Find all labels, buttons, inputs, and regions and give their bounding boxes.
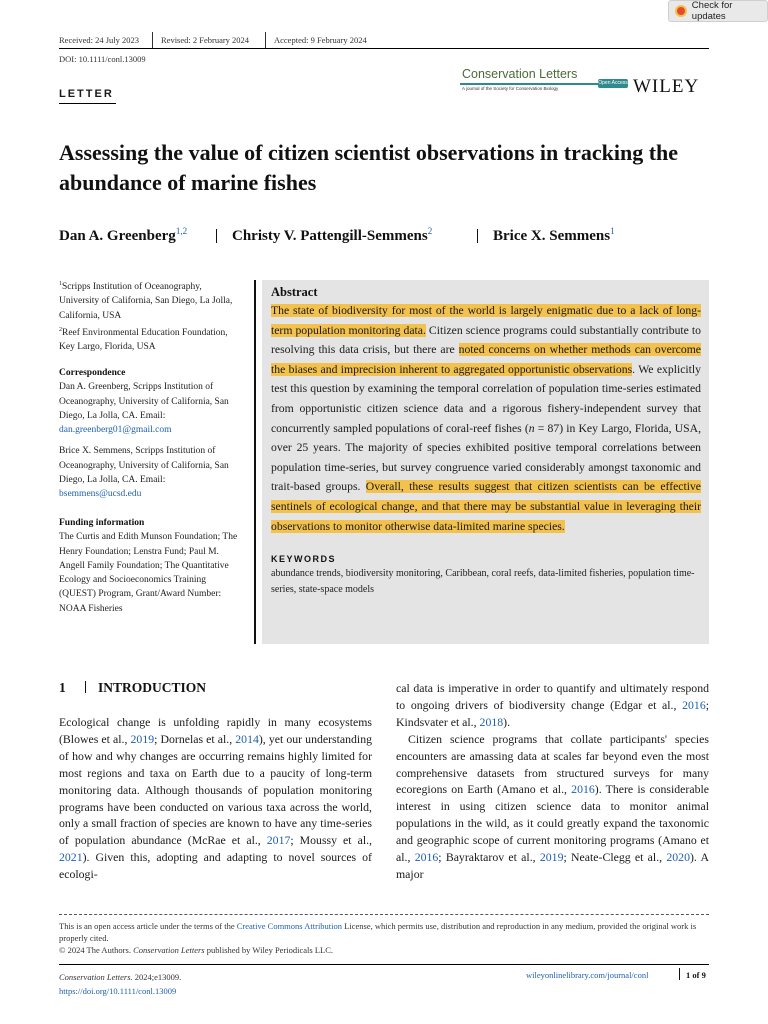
author-divider — [477, 229, 478, 243]
received-date: Received: 24 July 2023 — [59, 35, 140, 45]
citation-link[interactable]: 2020 — [666, 850, 690, 865]
abstract-text: The state of biodiversity for most of the world is largely enigmatic due to a lack of long-term population monitoring data. Citizen science programs could substantially contribute to resolving this data crisis, but there are noted concerns on whether methods can overcome the biases and imprecision inherent to aggregated opportunistic observations. We explicitly test this question by examining the temporal correlation of population time-series estimated from opportunistic citizen science data and a rigorous fishery-independent survey that concurrently sampled populations of coral-reef fishes (n = 87) in Key Largo, Florida, USA, over 25 years. The majority of species exhibited positive temporal correlations between population time-series, but survey congruence varied considerably amongst taxonomic and trait-based groups. Overall, these results suggest that citizen scientists can be effective sentinels of ecological change, and that there may be substantial value in leveraging their observations to monitor otherwise data-limited marine species. — [271, 304, 701, 533]
section-heading: 1 INTRODUCTION — [59, 680, 207, 695]
author-2[interactable]: Christy V. Pattengill-Semmens$^2$ — [232, 226, 433, 244]
journal-logo[interactable] — [460, 67, 628, 95]
accepted-date: Accepted: 9 February 2024 — [274, 35, 367, 45]
highlight[interactable]: Overall, these results suggest that citizen scientists can be effective sentinels of ecological change, and that there may be substantial value in leveraging their observations to monitor otherwise data-limited marine species. — [271, 480, 701, 533]
citation-link[interactable]: 2018 — [479, 714, 504, 729]
body-paragraph: Citizen science programs that collate participants' species encounters are amassing data at scales far beyond even the most comprehensive datasets from structured surveys for many ecoregions on Earth (Amano et al., 2016). There is considerable interest in using citizen science data to monitor animal populations in the wild, as it could greatly expand the taxonomic and geographic scope of current monitoring programs (Amano et al., 2016; Bayraktarov et al., 2019; Neate-Clegg et al., 2020). A major — [396, 731, 709, 881]
journal-subtitle: A journal of the Society for Conservation Biology — [462, 86, 559, 91]
crossmark-icon — [675, 5, 687, 17]
abstract-heading: Abstract — [271, 285, 318, 299]
highlight[interactable]: noted concerns on whether methods can overcome the biases and imprecision inherent to aggregated opportunistic observations — [271, 343, 701, 376]
keywords: abundance trends, biodiversity monitoring, Caribbean, coral reefs, data-limited fisheries, population time-series, state-space models — [271, 568, 695, 596]
funding-heading: Funding information — [59, 518, 145, 528]
email-link[interactable]: bsemmens@ucsd.edu — [59, 489, 142, 500]
check-for-updates-label: Check for updates — [691, 0, 733, 22]
article-type: LETTER — [59, 88, 114, 100]
author-divider — [216, 229, 217, 243]
footer-citation: Conservation Letters. 2024;e13009. https://doi.org/10.1111/conl.13009 — [59, 972, 182, 996]
abstract-side-bar — [254, 280, 256, 644]
doi-link[interactable]: https://doi.org/10.1111/conl.13009 — [59, 986, 177, 996]
citation-link[interactable]: 2017 — [266, 833, 291, 848]
journal-site-link[interactable]: wileyonlinelibrary.com/journal/conl — [526, 970, 649, 980]
check-for-updates-button[interactable] — [668, 0, 768, 22]
email-link[interactable]: dan.greenberg01@gmail.com — [59, 425, 172, 436]
citation-link[interactable]: 2016 — [414, 850, 439, 865]
journal-name: Conservation Letters — [462, 67, 578, 81]
funding-info — [59, 516, 244, 616]
author-3[interactable]: Brice X. Semmens$^1$ — [493, 226, 615, 244]
body-paragraph: Ecological change is unfolding rapidly in many ecosystems (Blowes et al., 2019; Dornelas et al., 2014), yet our understanding of how and why changes are occurring remains highly limited for most regions and taxa on Earth due to a paucity of long-term monitoring data. Although thousands of population monitoring programs have been conducted on various taxa across the world, only a small fraction of species are known to have any time-series of population abundance (McRae et al., 2017; Moussy et al., 2021). Given this, adopting and adapting to novel sources of ecologi- — [59, 715, 372, 882]
abstract-box — [262, 280, 709, 644]
revised-date: Revised: 2 February 2024 — [161, 35, 250, 45]
citation-link[interactable]: 2016 — [571, 782, 595, 797]
highlight[interactable]: The state of biodiversity for most of the world is largely enigmatic due to a lack of long-term population monitoring data. — [271, 304, 701, 337]
doi: DOI: 10.1111/conl.13009 — [59, 54, 146, 64]
open-access-badge: Open Access — [598, 80, 628, 86]
affiliation-2: $^2$Reef Environmental Education Foundation, Key Largo, Florida, USA — [59, 326, 228, 353]
footer-rule — [59, 964, 709, 965]
body-column-left — [59, 714, 372, 883]
publisher-logo[interactable]: WILEY — [633, 76, 700, 97]
body-paragraph: cal data is imperative in order to quantify and ultimately respond to ongoing drivers of biodiversity change (Edgar et al., 2016; Kindsvater et al., 2018). — [396, 681, 709, 729]
correspondence — [59, 366, 244, 502]
footnote-rule — [59, 914, 709, 915]
correspondence-entry: Brice X. Semmens, Scripps Institution of Oceanography, University of California, San Diego, La Jolla, CA. Email: bsemmens@ucsd.edu — [59, 446, 229, 500]
license-link[interactable]: Creative Commons Attribution — [236, 921, 343, 931]
citation-link[interactable]: 2021 — [59, 850, 83, 865]
article-title: Assessing the value of citizen scientist observations in tracking the abundance of marine fishes — [59, 140, 679, 195]
body-column-right — [396, 680, 709, 883]
citation-link[interactable]: 2014 — [235, 731, 259, 746]
meta-divider — [265, 32, 266, 48]
article-type-rule — [59, 103, 116, 104]
license-footnote: This is an open access article under the terms of the Creative Commons Attribution License, which permits use, distribution and reproduction in any medium, provided the original work is properly cited. © 2024 The Authors. Conservation Letters published by Wiley Periodicals LLC. — [59, 921, 697, 955]
page-number: 1 of 9 — [686, 970, 706, 980]
citation-link[interactable]: 2016 — [682, 697, 706, 712]
meta-divider — [152, 32, 153, 48]
correspondence-entry: Dan A. Greenberg, Scripps Institution of Oceanography, University of California, San Diego, La Jolla, CA. Email: dan.greenberg01@gmail.com — [59, 382, 229, 436]
affiliation-1: $^1$Scripps Institution of Oceanography, University of California, San Diego, La Jolla, California, USA — [59, 281, 233, 321]
footer-divider — [679, 968, 680, 980]
funding-text: The Curtis and Edith Munson Foundation; The Henry Foundation; Lenstra Fund; Paul M. Angell Family Foundation; The Quantitative Ecology and Socioeconomics Training (QUEST) Program, Grant/Award Number: NOAA Fisheries — [59, 532, 238, 614]
correspondence-heading: Correspondence — [59, 368, 126, 378]
citation-link[interactable]: 2019 — [130, 731, 155, 746]
header-rule — [59, 48, 709, 49]
citation-link[interactable]: 2019 — [539, 850, 564, 865]
affiliations — [59, 277, 244, 354]
keywords-heading: KEYWORDS — [271, 554, 337, 565]
author-1[interactable]: Dan A. Greenberg$^{1,2}$ — [59, 226, 188, 244]
